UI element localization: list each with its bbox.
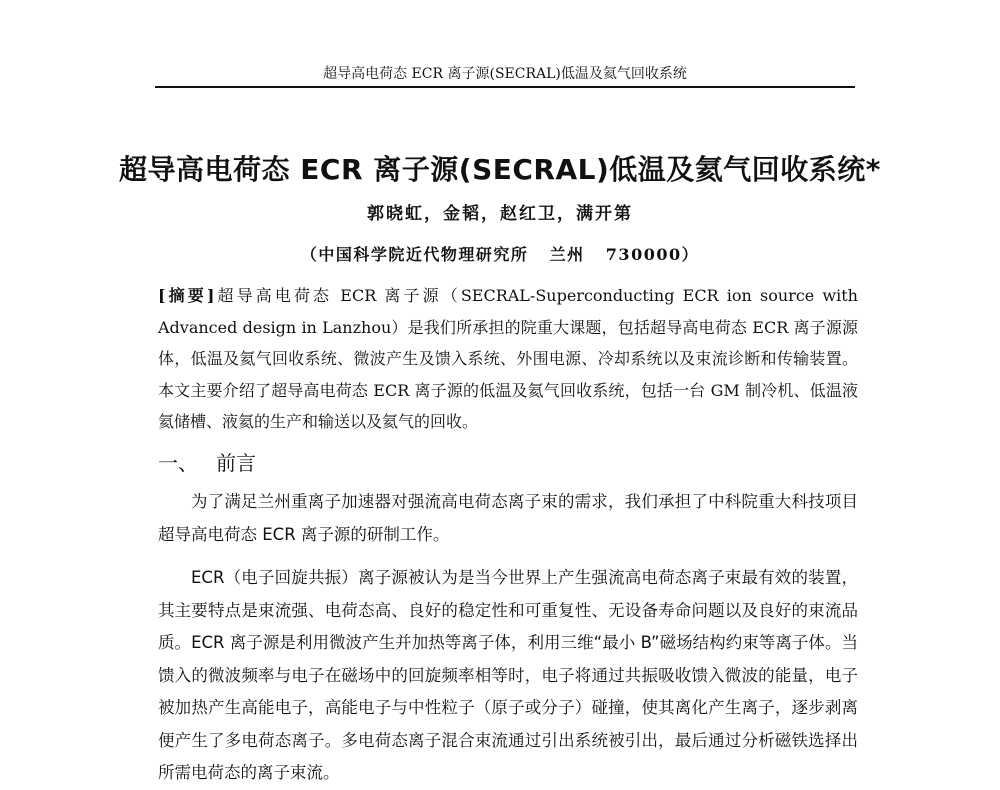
header-rule [155, 86, 855, 88]
affiliation: （中国科学院近代物理研究所 兰州 730000） [300, 245, 700, 264]
section-title: 前言 [216, 451, 256, 475]
body-paragraph: 为了满足兰州重离子加速器对强流高电荷态离子束的需求，我们承担了中科院重大科技项目超导高电荷态 ECR 离子源的研制工作。 [158, 492, 858, 544]
paper-title: 超导高电荷态 ECR 离子源(SECRAL)低温及氦气回收系统* [119, 153, 881, 186]
section-number: 一、 [158, 451, 198, 475]
section-heading [158, 448, 256, 478]
abstract [158, 280, 858, 438]
body-paragraph: ECR（电子回旋共振）离子源被认为是当今世界上产生强流高电荷态离子束最有效的装置，其主要特点是束流强、电荷态高、良好的稳定性和可重复性、无设备寿命问题以及良好的束流品质。ECR 离子源是利用微波产生并加热等离子体，利用三维“最小 B”磁场结构约束等离子体。当馈入的微波频率与电子在磁场中的回旋频率相等时，电子将通过共振吸收馈入微波的能量，电子被加热产生高能电子，高能电子与中性粒子（原子或分子）碰撞，使其离化产生离子，逐步剥离便产生了多电荷态离子。多电荷态离子混合束流通过引出系统被引出，最后通过分析磁铁选择出所需电荷态的离子束流。 [158, 568, 858, 782]
abstract-label: [摘要] [158, 286, 215, 305]
running-header: 超导高电荷态 ECR 离子源(SECRAL)低温及氦气回收系统 [323, 66, 687, 82]
author-list: 郭晓虹，金韬，赵红卫，满开第 [367, 204, 633, 224]
abstract-text: 超导高电荷态 ECR 离子源（SECRAL-Superconducting ECR ion source with Advanced design in Lanzhou）是我们所承担的院重大课题，包括超导高电荷态 ECR 离子源源体，低温及氦气回收系统、微波产生及馈入系统、外围电源、冷却系统以及束流诊断和传输装置。本文主要介绍了超导高电荷态 ECR 离子源的低温及氦气回收系统，包括一台 GM 制冷机、低温液氦储槽、液氦的生产和输送以及氦气的回收。 [158, 286, 858, 431]
